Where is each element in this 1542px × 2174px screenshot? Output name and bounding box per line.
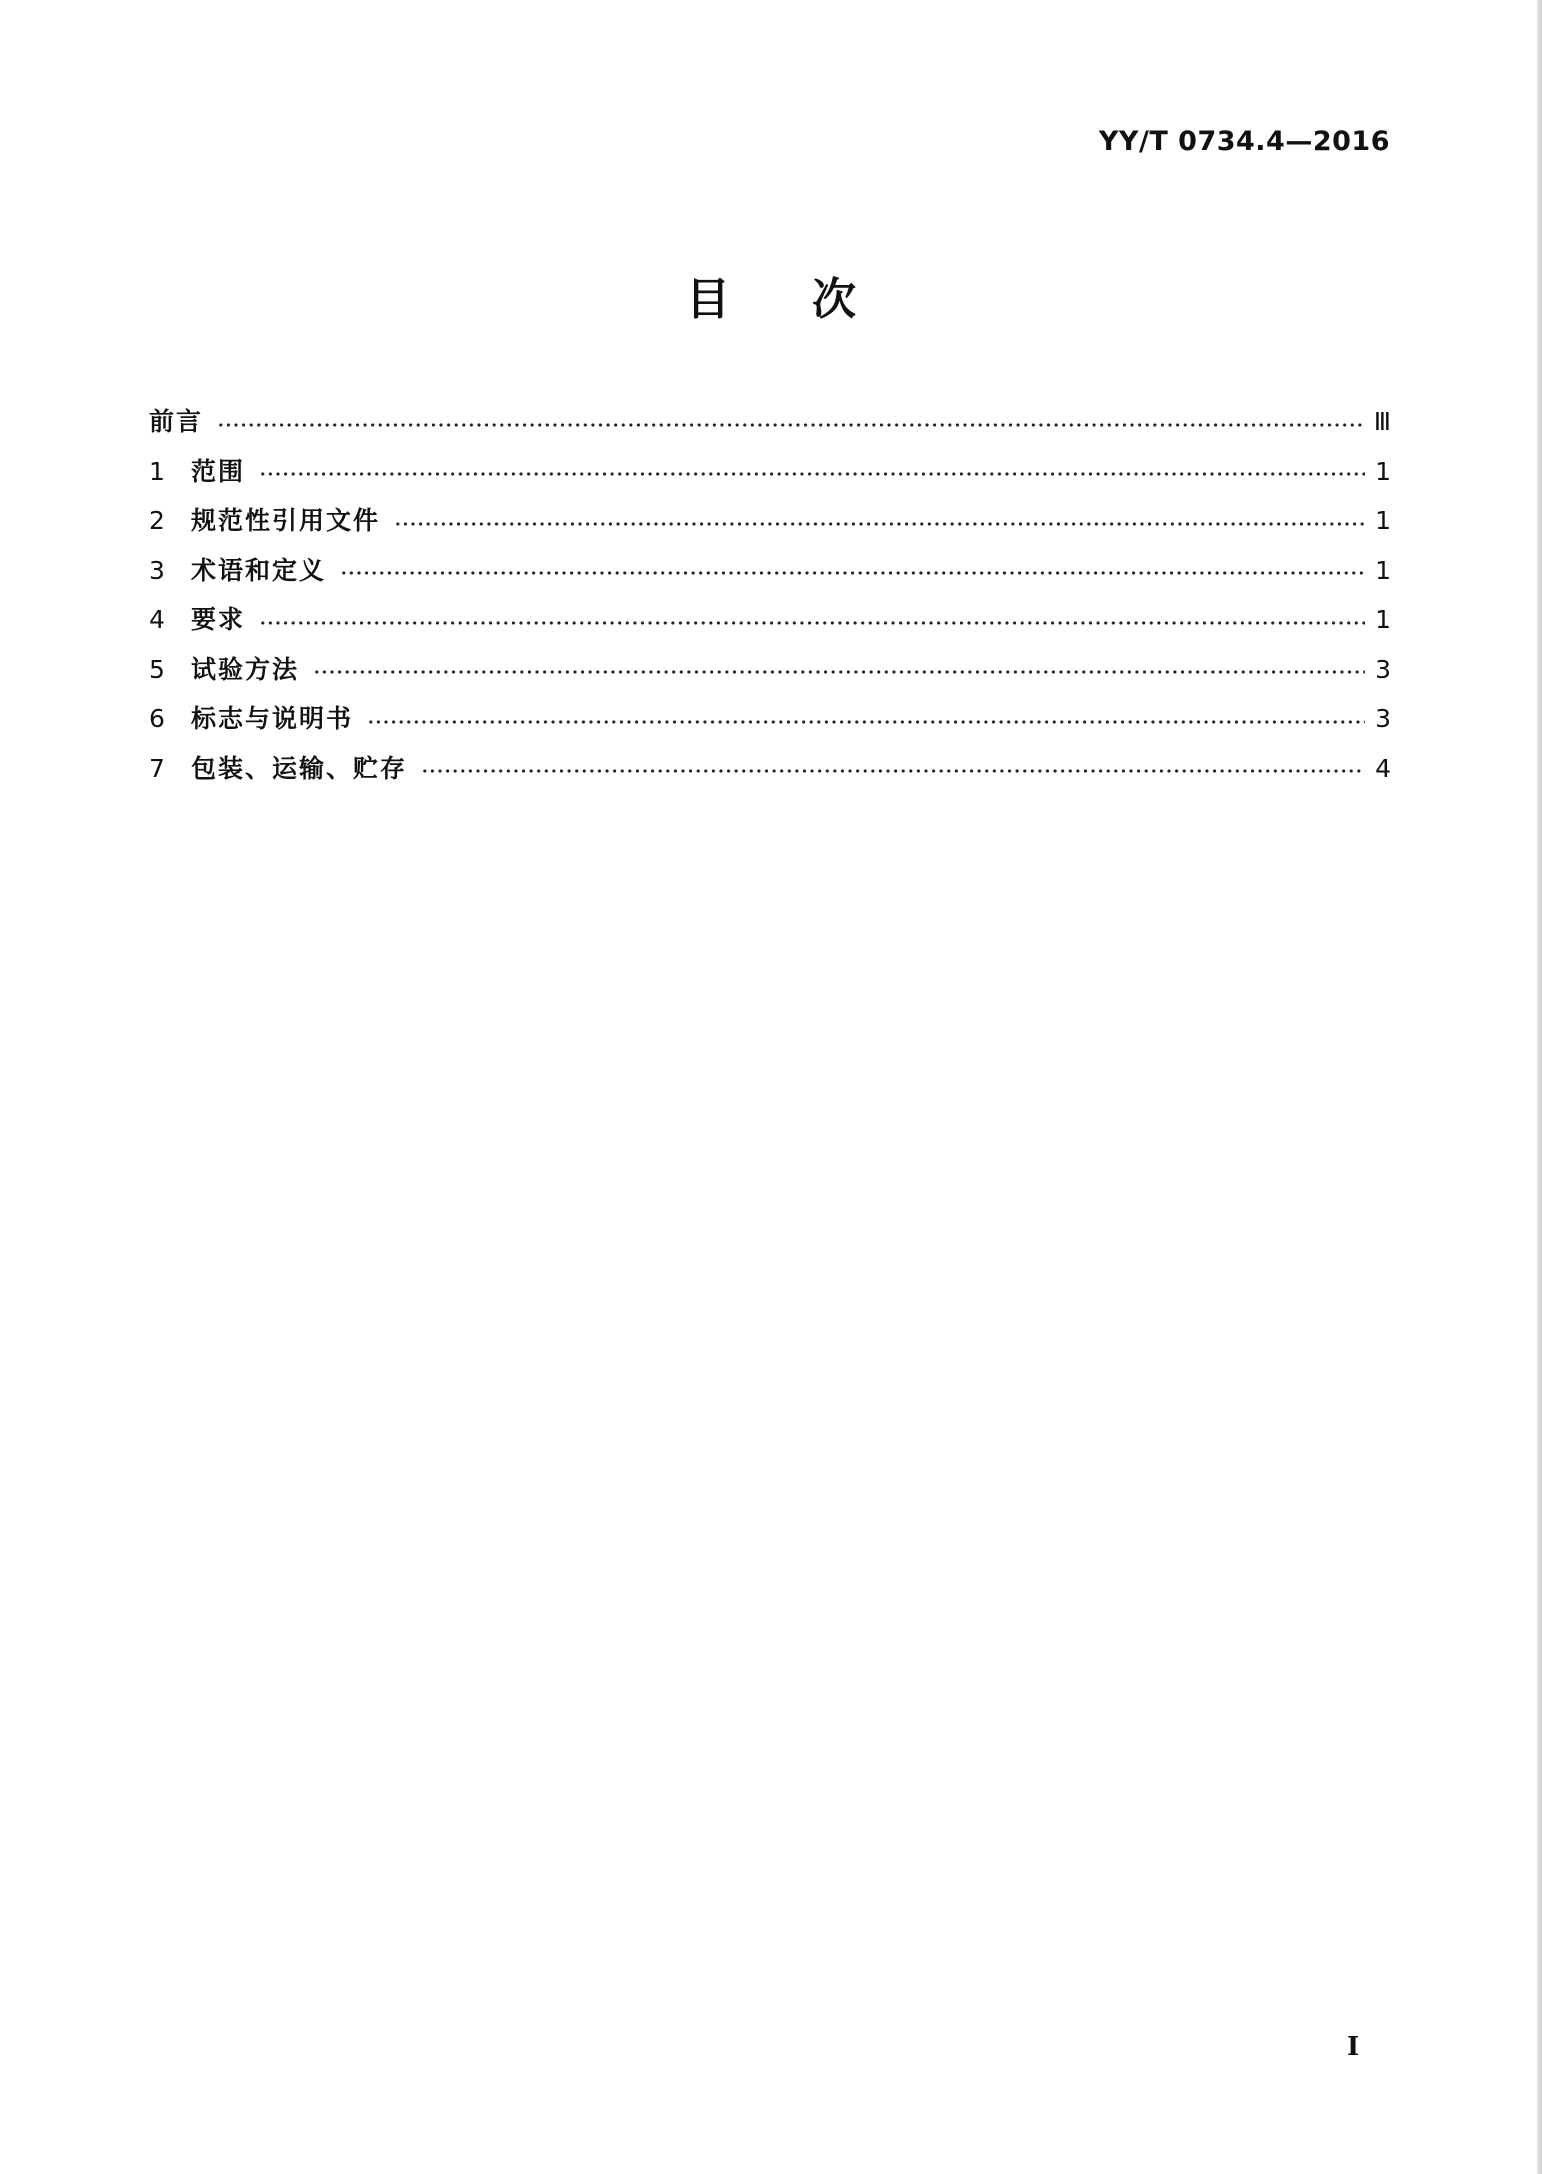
toc-dot-leader <box>340 571 1365 575</box>
toc-entry-packaging-transport-storage[interactable] <box>149 744 1391 794</box>
toc-entry-number: 6 <box>149 704 165 734</box>
toc-entry-title: 试验方法 <box>191 654 300 684</box>
toc-entry-number: 5 <box>149 654 165 684</box>
toc-entry-title: 包装、运输、贮存 <box>191 753 408 783</box>
toc-entry-number: 4 <box>149 605 165 635</box>
toc-dot-leader <box>217 423 1364 427</box>
page-title: 目次 <box>686 274 938 325</box>
toc-entry-page: 1 <box>1375 555 1391 585</box>
toc-entry-normative-references[interactable] <box>149 496 1391 546</box>
toc-entry-test-methods[interactable] <box>149 645 1391 695</box>
toc-dot-leader <box>367 720 1365 724</box>
page-number: I <box>1347 2032 1360 2062</box>
toc-entry-title: 术语和定义 <box>191 555 327 585</box>
toc-entry-page: 1 <box>1375 506 1391 536</box>
toc-entry-terms-definitions[interactable] <box>149 546 1391 596</box>
toc-entry-page: 4 <box>1375 753 1391 783</box>
toc-dot-leader <box>421 769 1365 773</box>
toc-entry-title: 标志与说明书 <box>191 704 354 734</box>
toc-entry-number: 2 <box>149 506 165 536</box>
toc-entry-page: 1 <box>1375 456 1391 486</box>
toc-entry-title: 前言 <box>149 407 204 437</box>
toc-entry-number: 1 <box>149 456 165 486</box>
toc-entry-title: 规范性引用文件 <box>191 506 381 536</box>
toc-entry-page: 1 <box>1375 605 1391 635</box>
toc-dot-leader <box>313 670 1365 674</box>
toc-entry-marking-instructions[interactable] <box>149 694 1391 744</box>
toc-entry-title: 要求 <box>191 605 246 635</box>
table-of-contents <box>149 397 1391 793</box>
toc-entry-page: 3 <box>1375 704 1391 734</box>
toc-entry-foreword[interactable] <box>149 397 1391 447</box>
toc-entry-requirements[interactable] <box>149 595 1391 645</box>
toc-entry-page: Ⅲ <box>1373 407 1391 437</box>
toc-entry-number: 7 <box>149 753 165 783</box>
toc-dot-leader <box>394 522 1365 526</box>
toc-entry-title: 范围 <box>191 456 246 486</box>
toc-dot-leader <box>259 472 1365 476</box>
toc-entry-number: 3 <box>149 555 165 585</box>
toc-dot-leader <box>259 621 1365 625</box>
standard-code: YY/T 0734.4—2016 <box>1098 126 1390 157</box>
toc-entry-scope[interactable] <box>149 447 1391 497</box>
toc-entry-page: 3 <box>1375 654 1391 684</box>
